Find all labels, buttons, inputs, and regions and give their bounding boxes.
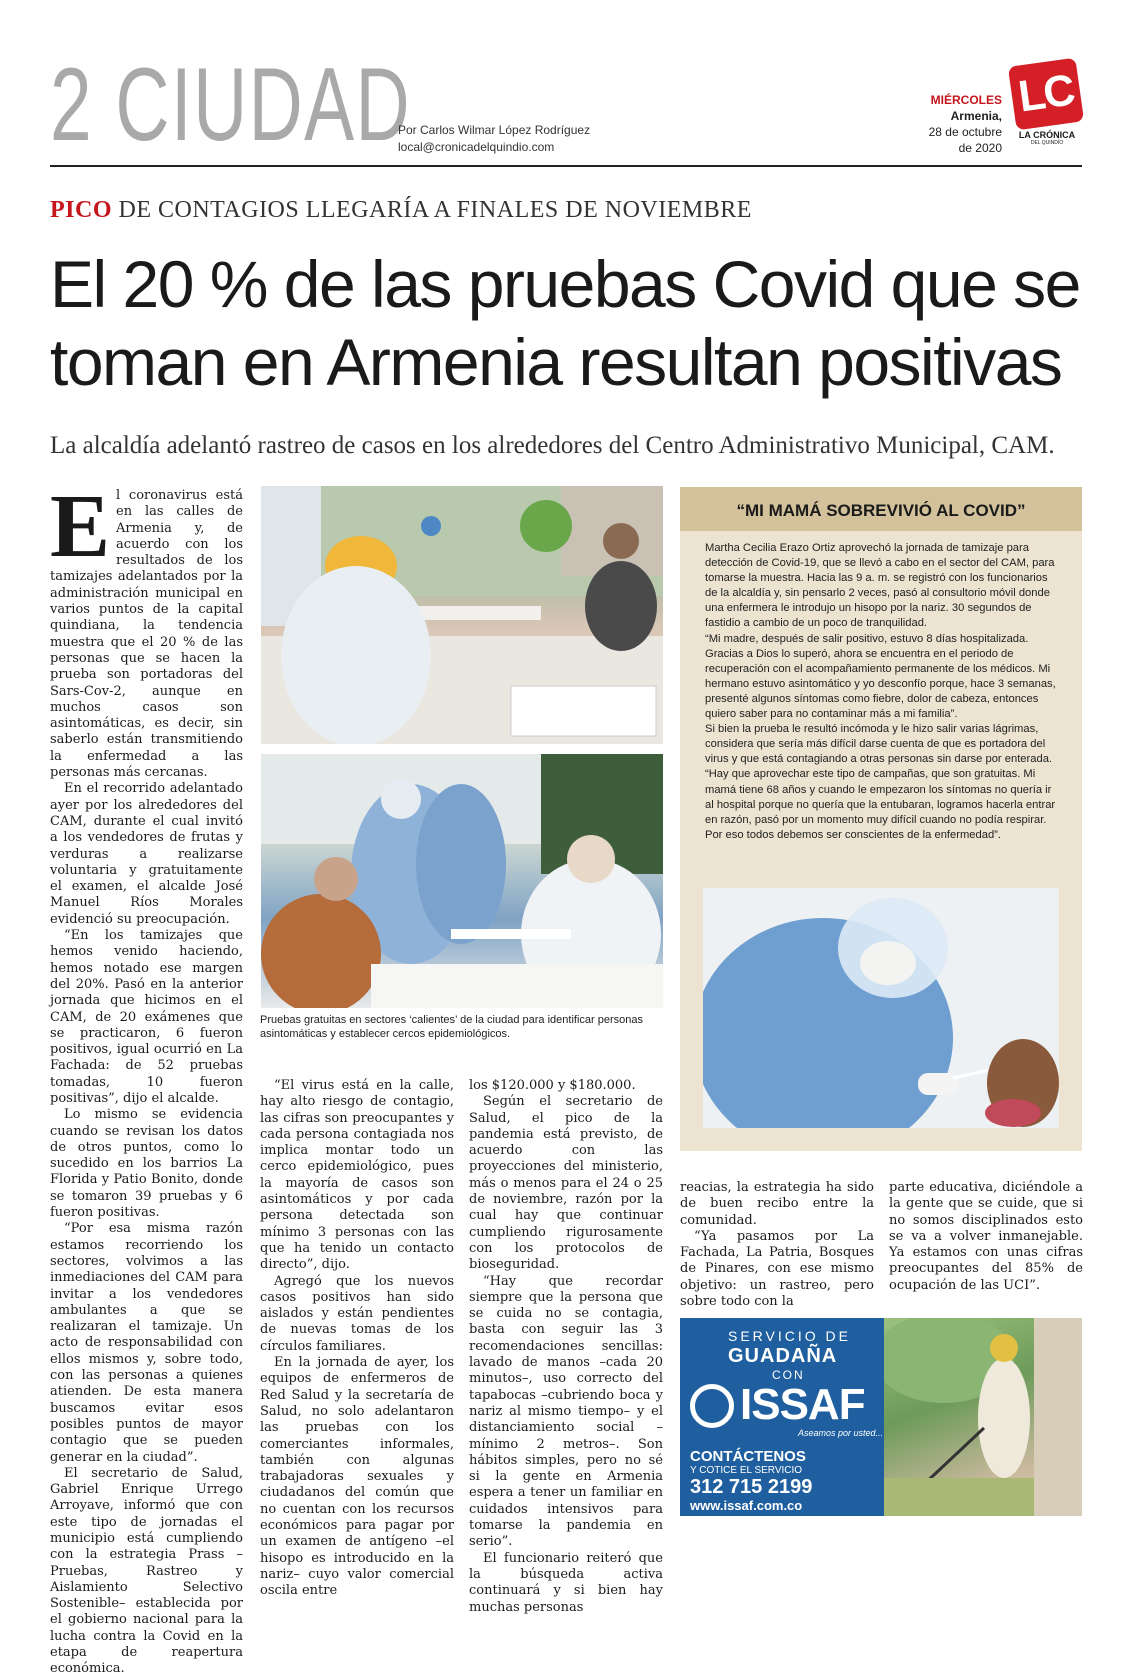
- paragraph: “El virus está en la calle, hay alto riesgo de contagio, las cifras son preocupantes y cada persona contagiada nos implica montar todo un cerco epidemiológico, pues la mayoría de casos son asintomáticos y por cada persona detectada son mínimo 3 personas con las que ha tenido un contacto directo”, dijo.: [260, 1078, 454, 1273]
- paragraph: los $120.000 y $180.000.: [469, 1078, 636, 1093]
- weekday: MIÉRCOLES: [930, 93, 1002, 107]
- sidebar-paragraph: “Mi madre, después de salir positivo, estuvo 8 días hospitalizada. Gracias a Dios lo superó, ahora se encuentra en el periodo de recuperación con el acompañamiento permanente de los médicos. Mi hermano estuvo asintomático y yo desconfío porque, hace 3 semanas, presenté algunos síntomas como fiebre, dolor de cabeza, entonces quiero saber para no contaminar más a mi familia”.: [705, 632, 1056, 721]
- drop-cap: E: [50, 477, 111, 576]
- paragraph: l coronavirus está en las calles de Armenia y, de acuerdo con los resultados de los tamizajes adelantados por la administración municipal en varios puntos de la capital quindiana, la tendencia muestra que el 20 % de las personas que se hacen la prueba son portadoras del Sars-Cov-2, aunque en muchos casos son asintomáticas, es decir, sin saberlo están transmitiendo la enfermedad a las personas más cercanas.: [50, 488, 243, 781]
- date-line-2: de 2020: [958, 141, 1002, 155]
- date-line-1: 28 de octubre: [928, 125, 1002, 139]
- paragraph: El funcionario reiteró que la búsqueda activa continuará y si bien hay muchas personas: [469, 1550, 663, 1615]
- paragraph: “En los tamizajes que hemos venido haciendo, hemos notado ese margen del 20%. Pasó en la anterior jornada que hicimos en el CAM, de 20 exámenes que se practicaron, 6 fueron positivos, igual ocurrió en La Fachada: de 52 pruebas tomadas, 10 fueron positivas”, dijo el alcalde.: [50, 928, 243, 1106]
- sidebar-paragraph: Martha Cecilia Erazo Ortiz aprovechó la jornada de tamizaje para detección de Covid-19, que se llevó a cabo en el sector del CAM, para tomarse la muestra. Hacia las 9 a. m. se registró con los funcionarios de la alcaldía y, sin pensarlo 2 veces, pasó al consultorio móvil donde una enfermera le introdujo un hisopo por la nariz. 30 segundos de fastidio a cambio de un poco de tranquilidad.: [705, 542, 1055, 630]
- sidebar-paragraph: “Hay que aprovechar este tipo de campañas, que son gratuitas. Mi mamá tiene 68 años y cuando le empezaron los síntomas no quería ir al hospital porque no quería que la entubaran, logramos hacerla entrar en razón, pasó por un momento muy difícil cuando no podía respirar. Por eso todos debemos ser conscientes de la enfermedad”.: [705, 768, 1056, 841]
- newspaper-logo: [1012, 62, 1082, 154]
- author-name: Por Carlos Wilmar López Rodríguez: [398, 123, 591, 137]
- ad-tagline: Aseamos por usted...: [798, 1428, 884, 1438]
- sidebar-text: [705, 541, 1061, 843]
- article-column-3: [469, 1078, 663, 1616]
- deck: La alcaldía adelantó rastreo de casos en los alrededores del Centro Administrativo Municipal, CAM.: [50, 432, 1055, 459]
- ad-website[interactable]: www.issaf.com.co: [690, 1498, 803, 1513]
- ad-line-3: CON: [772, 1368, 805, 1382]
- article-column-5: [889, 1180, 1083, 1294]
- paragraph: En la jornada de ayer, los equipos de enfermeros de Red Salud y la secretaría de Salud, no solo adelantaron las pruebas con los comerciantes informales, también con algunas trabajadoras sexuales y ciudadanos del común que no cuentan con los recursos económicos para pagar por un examen de antígeno –el hisopo es introducido en la nariz– cuyo valor comercial oscila entre: [260, 1355, 454, 1599]
- ad-phone[interactable]: 312 715 2199: [690, 1476, 813, 1498]
- ad-photo: [884, 1318, 1082, 1516]
- article-column-2: [260, 1078, 454, 1600]
- author-email[interactable]: local@cronicadelquindio.com: [398, 140, 555, 154]
- ad-contact: CONTÁCTENOS: [690, 1448, 806, 1465]
- kicker: [50, 197, 752, 224]
- ad-contact-sub: Y COTICE EL SERVICIO: [690, 1465, 803, 1476]
- logo-name: LA CRÓNICA: [1018, 130, 1076, 140]
- paragraph: Lo mismo se evidencia cuando se revisan los datos de otros puntos, como lo sucedido en los barrios La Florida y Patio Bonito, donde se tomaron 39 pruebas y 6 fueron positivas.: [50, 1107, 243, 1221]
- section-title: 2 CIUDAD: [50, 47, 412, 163]
- logo-subname: DEL QUINDÍO: [1030, 140, 1064, 146]
- paragraph: reacias, la estrategia ha sido de buen recibo entre la comunidad.: [680, 1180, 874, 1228]
- kicker-highlight: PICO: [50, 197, 112, 223]
- logo-mark: LC: [1008, 58, 1084, 131]
- byline: [398, 122, 590, 156]
- advertisement[interactable]: [680, 1318, 1082, 1516]
- paragraph: Según el secretario de Salud, el pico de la pandemia está previsto, de acuerdo con las proyecciones del ministerio, más o menos para el 24 o 25 de noviembre, razón por la cual hay que continuar cumpliendo rigurosamente con los protocolos de bioseguridad.: [469, 1094, 663, 1273]
- kicker-text: DE CONTAGIOS LLEGARÍA A FINALES DE NOVIEMBRE: [112, 197, 752, 223]
- photo-caption: Pruebas gratuitas en sectores ‘calientes’ de la ciudad para identificar personas asintomáticas y establecer cercos epidemiológicos.: [260, 1014, 643, 1040]
- paragraph: “Ya pasamos por La Fachada, La Patria, Bosques de Pinares, con ese mismo objetivo: un rastreo, pero sobre todo con la: [680, 1228, 874, 1310]
- headline-line-2: toman en Armenia resultan positivas: [50, 325, 1062, 399]
- date-block: [890, 92, 1002, 156]
- header-rule: [50, 165, 1082, 167]
- dateline-city: Armenia,: [950, 109, 1002, 123]
- headline: [50, 245, 1090, 401]
- sidebar-paragraph: Si bien la prueba le resultó incómoda y le hizo salir varias lágrimas, considera que sería más difícil darse cuenta de que es portadora del virus y que está contagiando a otras personas sin darse por enterada.: [705, 723, 1053, 766]
- issaf-logo-icon: [690, 1384, 734, 1428]
- sidebar-title-bar: [680, 487, 1082, 531]
- sidebar-title: “MI MAMÁ SOBREVIVIÓ AL COVID”: [736, 501, 1026, 520]
- headline-line-1: El 20 % de las pruebas Covid que se: [50, 247, 1080, 321]
- photo-testing-outdoors: [261, 486, 663, 744]
- paragraph: “Por esa misma razón estamos recorriendo los sectores, volvimos a las inmediaciones del CAM para invitar a los vendedores ambulantes a que se realizaran el tamizaje. Un acto de responsabilidad con ellos mismos y, sobre todo, con las personas a quienes atienden. De esta manera buscamos evitar esos posibles puntos de mayor contagio que se pueden generar en la ciudad”.: [50, 1221, 243, 1465]
- ad-line-1: SERVICIO DE: [728, 1328, 851, 1344]
- photo-nasal-swab: [703, 888, 1059, 1128]
- article-column-4: [680, 1180, 874, 1310]
- paragraph: “Hay que recordar siempre que la persona que se cuida no se contagia, basta con seguir las 3 recomendaciones sencillas: lavado de manos –cada 20 minutos–, uso correcto del tapabocas –cubriendo boca y nariz al mismo tiempo– y el distanciamiento social –mínimo 2 metros–. Son hábitos simples, pero no sé si la gente en Armenia espera a tener un familiar en cuidados intensivos para tomarse la pandemia en serio”.: [469, 1273, 663, 1550]
- ad-line-2: GUADAÑA: [728, 1345, 838, 1367]
- article-column-1: [50, 477, 243, 1678]
- paragraph: El secretario de Salud, Gabriel Enrique Urrego Arroyave, informó que con este tipo de jornadas el municipio está cumpliendo con la estrategia Prass –Pruebas, Rastreo y Aislamiento Selectivo Sostenible– establecida por el gobierno nacional para la lucha contra la Covid en la etapa de reapertura económica.: [50, 1465, 243, 1677]
- paragraph: Agregó que los nuevos casos positivos han sido aislados y están pendientes de nuevas tomas de los círculos familiares.: [260, 1273, 454, 1354]
- photo-testing-table: [261, 754, 663, 1008]
- paragraph: parte educativa, diciéndole a la gente que se cuide, que si no somos disciplinados esto se va a volver inmanejable. Ya estamos con unas cifras preocupantes del 85% de ocupación de las UCI”.: [889, 1180, 1083, 1293]
- ad-brand: ISSAF: [740, 1380, 865, 1429]
- paragraph: En el recorrido adelantado ayer por los alrededores del CAM, durante el cual invitó a los vendedores de frutas y verduras a realizarse voluntaria y gratuitamente el examen, el alcalde José Manuel Ríos Morales evidenció su preocupación.: [50, 781, 243, 927]
